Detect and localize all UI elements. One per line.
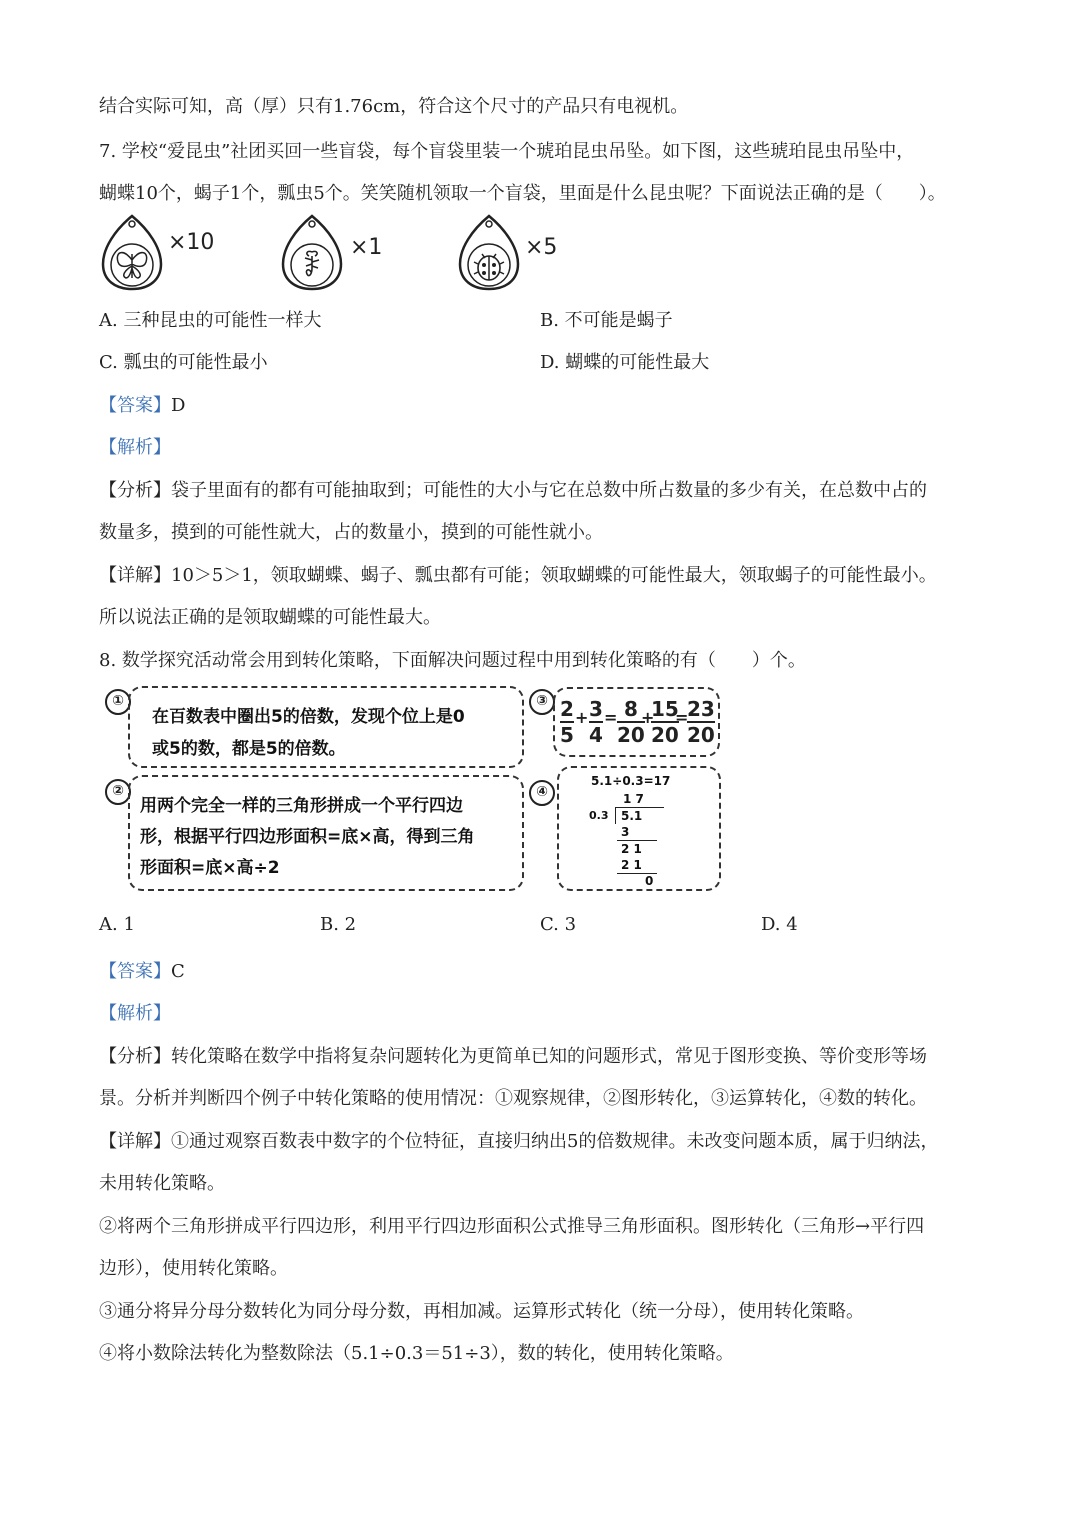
box2-line-1: 用两个完全一样的三角形拼成一个平行四边 <box>140 796 463 816</box>
figure-number-1: ① <box>105 689 131 715</box>
q8-xiangjie-line-4: 边形），使用转化策略。 <box>99 1258 288 1279</box>
xiangjie-tag: 【详解】 <box>99 565 171 586</box>
remainder: 0 <box>645 874 654 888</box>
fraction-2-5: $\frac{2}{5}$ <box>560 697 574 747</box>
q8-xiangjie-line-5: ③通分将异分母分数转化为同分母分数，再相加减。运算形式转化（统一分母），使用转化策略。 <box>99 1301 864 1322</box>
xiangjie-text: ①通过观察百数表中数字的个位特征，直接归纳出5的倍数规律。未改变问题本质，属于归纳法， <box>171 1131 939 1152</box>
step-2: 2 1 <box>621 842 642 856</box>
fraction-8-20: $\frac{8}{20}$ <box>617 697 645 747</box>
scorpion-count: ×1 <box>350 235 383 260</box>
fenxi-tag: 【分析】 <box>99 1046 171 1067</box>
answer-tag: 【答案】 <box>99 395 171 416</box>
box1-line-2: 或5的数，都是5的倍数。 <box>152 739 346 759</box>
question-8-stem: 8. 数学探究活动常会用到转化策略，下面解决问题过程中用到转化策略的有（ ）个。 <box>99 650 806 671</box>
answer-value: C <box>171 961 185 982</box>
fenxi-text: 袋子里面有的都有可能抽取到；可能性的大小与它在总数中所占数量的多少有关，在总数中占的 <box>171 480 927 501</box>
q7-jiexi-tag: 【解析】 <box>99 437 171 458</box>
equals-sign: = <box>604 708 618 727</box>
figure-box-2 <box>128 775 524 891</box>
q7-option-c[interactable]: C. 瓢虫的可能性最小 <box>99 352 268 373</box>
box2-line-2: 形，根据平行四边形面积=底×高，得到三角 <box>140 827 475 847</box>
figure-box-1 <box>128 686 524 768</box>
figure-box-4 <box>557 766 721 891</box>
figure-number-3: ③ <box>529 689 555 715</box>
fenxi-tag: 【分析】 <box>99 480 171 501</box>
xiangjie-tag: 【详解】 <box>99 1131 171 1152</box>
q7-answer <box>99 391 185 417</box>
dividend: 5.1 <box>621 809 643 823</box>
butterfly-pendant-icon <box>99 212 165 292</box>
q8-xiangjie-line-6: ④将小数除法转化为整数除法（5.1÷0.3＝51÷3），数的转化，使用转化策略。 <box>99 1343 734 1364</box>
figure-number-2: ② <box>105 779 131 805</box>
division-rule <box>617 840 657 841</box>
q8-option-b[interactable]: B. 2 <box>320 914 357 935</box>
q8-option-d[interactable]: D. 4 <box>761 914 798 935</box>
q8-fenxi-line-2: 景。分析并判断四个例子中转化策略的使用情况：①观察规律，②图形转化，③运算转化，④数的转化。 <box>99 1088 927 1109</box>
plus-sign-2: + <box>641 708 655 727</box>
q8-xiangjie-line-1 <box>99 1127 938 1153</box>
fraction-15-20: $\frac{15}{20}$ <box>651 697 679 747</box>
figure-box-3 <box>553 687 720 757</box>
question-7-stem-line-2: 蝴蝶10个，蝎子1个，瓢虫5个。笑笑随机领取一个盲袋，里面是什么昆虫呢？下面说法正确的是（ ）。 <box>99 183 946 204</box>
fraction-3-4: $\frac{3}{4}$ <box>589 697 603 747</box>
division-equation: 5.1÷0.3=17 <box>591 774 671 788</box>
step-1: 3 <box>621 825 630 839</box>
box2-line-3: 形面积=底×高÷2 <box>140 858 280 878</box>
answer-tag: 【答案】 <box>99 961 171 982</box>
answer-value: D <box>171 395 186 416</box>
fenxi-text: 转化策略在数学中指将复杂问题转化为更简单已知的问题形式，常见于图形变换、等价变形等场 <box>171 1046 927 1067</box>
plus-sign: + <box>575 708 589 727</box>
text-line: 结合实际可知，高（厚）只有1.76cm，符合这个尺寸的产品只有电视机。 <box>99 96 689 117</box>
question-7-stem-line-1: 7. 学校“爱昆虫”社团买回一些盲袋，每个盲袋里装一个琥珀昆虫吊坠。如下图，这些琥珀昆虫吊坠中， <box>99 141 915 162</box>
q8-xiangjie-line-2: 未用转化策略。 <box>99 1173 225 1194</box>
q8-answer <box>99 957 185 983</box>
q7-xiangjie-line-2: 所以说法正确的是领取蝴蝶的可能性最大。 <box>99 607 441 628</box>
ladybug-pendant-icon <box>456 212 522 292</box>
scorpion-pendant-icon <box>279 212 345 292</box>
q8-jiexi-tag: 【解析】 <box>99 1003 171 1024</box>
equals-sign-2: = <box>675 708 689 727</box>
butterfly-count: ×10 <box>168 230 215 255</box>
divisor: 0.3 <box>589 809 609 822</box>
xiangjie-text: 10＞5＞1，领取蝴蝶、蝎子、瓢虫都有可能；领取蝴蝶的可能性最大，领取蝎子的可能性最小。 <box>171 565 937 586</box>
box1-line-1: 在百数表中圈出5的倍数，发现个位上是0 <box>152 707 465 727</box>
q8-option-c[interactable]: C. 3 <box>540 914 577 935</box>
quotient: 1 7 <box>623 792 644 806</box>
q8-xiangjie-line-3: ②将两个三角形拼成平行四边形，利用平行四边形面积公式推导三角形面积。图形转化（三角形→平行四 <box>99 1216 925 1237</box>
q7-option-d[interactable]: D. 蝴蝶的可能性最大 <box>540 352 710 373</box>
q8-fenxi-line-1 <box>99 1042 927 1068</box>
ladybug-count: ×5 <box>525 235 558 260</box>
fraction-23-20: $\frac{23}{20}$ <box>687 697 715 747</box>
q8-option-a[interactable]: A. 1 <box>99 914 135 935</box>
q7-fenxi-line-1 <box>99 476 927 502</box>
figure-number-4: ④ <box>529 780 555 806</box>
step-3: 2 1 <box>621 858 642 872</box>
q7-xiangjie-line-1 <box>99 561 937 587</box>
q7-option-a[interactable]: A. 三种昆虫的可能性一样大 <box>99 310 322 331</box>
q7-fenxi-line-2: 数量多，摸到的可能性就大，占的数量小，摸到的可能性就小。 <box>99 522 603 543</box>
q7-option-b[interactable]: B. 不可能是蝎子 <box>540 310 673 331</box>
